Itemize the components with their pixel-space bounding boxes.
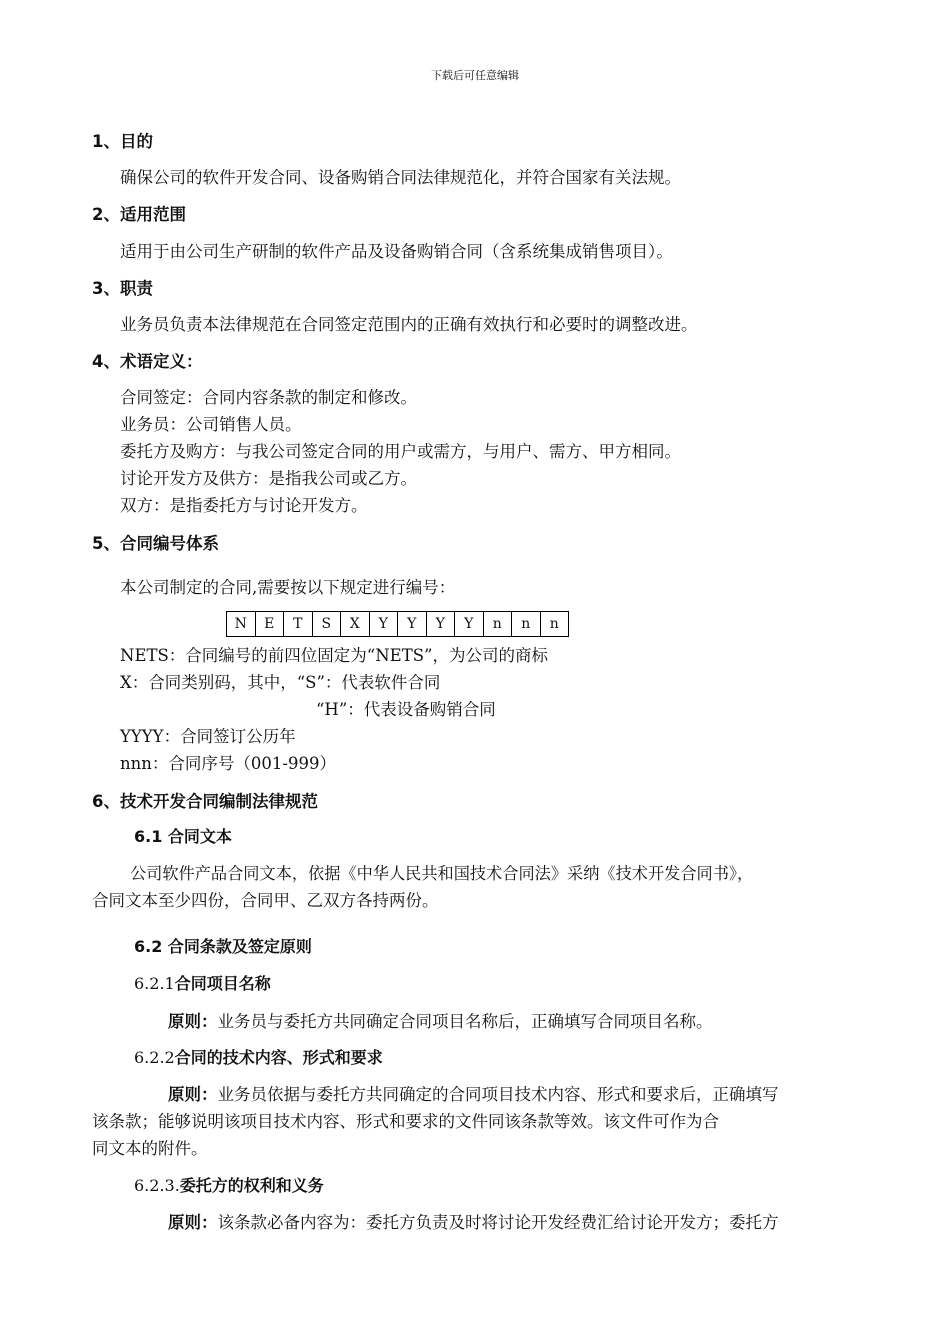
format-cell: n [512,612,541,636]
section-6-title: 6、技术开发合同编制法律规范 [92,792,318,811]
format-cell: Y [427,612,456,636]
principle-text: 业务员与委托方共同确定合同项目名称后，正确填写合同项目名称。 [217,1012,713,1031]
section-5-title: 5、合同编号体系 [92,534,219,553]
section-4-title: 4、术语定义： [92,352,203,371]
format-explanation: YYYY：合同签订公历年 [120,727,296,746]
term-definition: 委托方及购方：与我公司签定合同的用户或需方，与用户、需方、甲方相同。 [120,442,681,461]
section-number: 6.2.1 [134,974,175,993]
format-cell: N [227,612,256,636]
format-cell: Y [455,612,484,636]
section-6-1-title: 6.1 合同文本 [134,827,232,846]
principle-text-continued: 该条款；能够说明该项目技术内容、形式和要求的文件同该条款等效。该文件可作为合 [92,1112,719,1131]
section-5-intro: 本公司制定的合同,需要按以下规定进行编号： [120,578,456,597]
section-6-2-2-principle [168,1081,779,1105]
principle-text: 业务员依据与委托方共同确定的合同项目技术内容、形式和要求后，正确填写 [217,1085,779,1104]
format-cell: E [256,612,285,636]
section-2-title: 2、适用范围 [92,205,186,224]
section-6-1-body: 公司软件产品合同文本，依据《中华人民共和国技术合同法》采纳《技术开发合同书》， [130,864,754,883]
format-cell: n [541,612,570,636]
section-6-1-body: 合同文本至少四份，合同甲、乙双方各持两份。 [92,891,439,910]
section-6-2-2-heading [134,1045,383,1068]
section-6-2-3-principle [168,1209,779,1233]
format-explanation: nnn：合同序号（001-999） [120,754,336,773]
format-cell: n [484,612,513,636]
format-cell: Y [398,612,427,636]
section-6-2-1-principle [168,1008,713,1032]
principle-label: 原则： [168,1012,218,1031]
format-cell: Y [370,612,399,636]
principle-text-continued: 同文本的附件。 [92,1139,208,1158]
term-definition: 双方：是指委托方与讨论开发方。 [120,496,368,515]
section-6-2-1-title: 合同项目名称 [174,974,271,993]
section-6-2-3-title: 委托方的权利和义务 [179,1176,324,1195]
section-3-title: 3、职责 [92,279,153,298]
section-1-body: 确保公司的软件开发合同、设备购销合同法律规范化，并符合国家有关法规。 [120,168,681,187]
section-1-title: 1、目的 [92,132,153,151]
format-cell: X [341,612,370,636]
page-header: 下载后可任意编辑 [431,69,519,82]
section-number: 6.2.3. [134,1176,180,1195]
principle-text: 该条款必备内容为：委托方负责及时将讨论开发经费汇给讨论开发方；委托方 [217,1213,779,1232]
format-explanation: “H”：代表设备购销合同 [316,700,496,719]
contract-number-format-table [226,611,569,637]
term-definition: 业务员：公司销售人员。 [120,415,302,434]
term-definition: 讨论开发方及供方：是指我公司或乙方。 [120,469,417,488]
format-cell: T [284,612,313,636]
section-6-2-1-heading [134,971,271,994]
section-6-2-3-heading [134,1173,324,1196]
format-explanation: X：合同类别码，其中，“S”：代表软件合同 [120,673,441,692]
term-definition: 合同签定：合同内容条款的制定和修改。 [120,388,417,407]
section-3-body: 业务员负责本法律规范在合同签定范围内的正确有效执行和必要时的调整改进。 [120,315,698,334]
section-2-body: 适用于由公司生产研制的软件产品及设备购销合同（含系统集成销售项目）。 [120,242,673,261]
format-cell: S [313,612,342,636]
format-explanation: NETS：合同编号的前四位固定为“NETS”，为公司的商标 [120,646,548,665]
section-6-2-2-title: 合同的技术内容、形式和要求 [174,1048,383,1067]
section-6-2-title: 6.2 合同条款及签定原则 [134,937,312,956]
principle-label: 原则： [168,1085,218,1104]
section-number: 6.2.2 [134,1048,175,1067]
principle-label: 原则： [168,1213,218,1232]
